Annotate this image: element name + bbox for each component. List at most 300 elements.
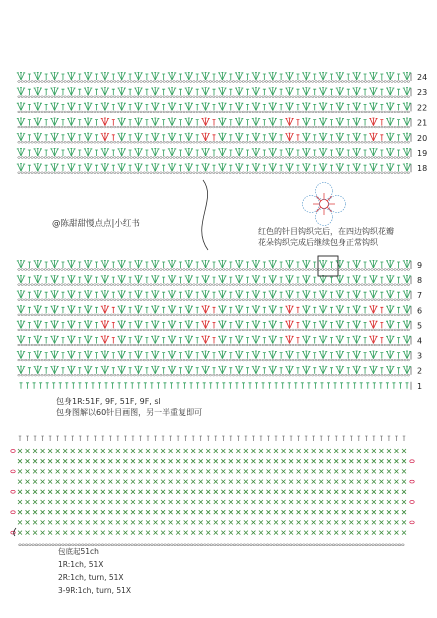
chain-stitch — [196, 284, 199, 286]
stitch-cluster — [117, 291, 125, 299]
foundation-chain — [147, 544, 150, 546]
chain-stitch — [344, 142, 347, 144]
sc-stitch — [154, 459, 158, 463]
sc-stitch — [387, 459, 391, 463]
chain-stitch — [407, 329, 410, 331]
chain-stitch — [120, 314, 123, 316]
sc-stitch — [199, 510, 203, 514]
single-stitch — [246, 368, 249, 374]
single-stitch — [263, 120, 266, 126]
chain-stitch — [391, 142, 394, 144]
single-stitch — [280, 89, 283, 95]
stitch-cluster — [235, 88, 243, 96]
chain-stitch — [160, 157, 163, 159]
chain-stitch — [110, 96, 113, 98]
chain-stitch — [80, 142, 83, 144]
stitch-cluster — [34, 336, 42, 344]
single-stitch — [280, 120, 283, 126]
chain-stitch — [219, 157, 222, 159]
chain-stitch — [242, 111, 245, 113]
stitch-cluster — [269, 72, 277, 80]
chain-stitch — [212, 299, 215, 301]
chain-stitch — [401, 344, 404, 346]
foundation-chain — [230, 544, 233, 546]
single-stitch — [313, 277, 316, 283]
chain-stitch — [335, 172, 338, 174]
chain-stitch — [196, 329, 199, 331]
chain-stitch — [28, 142, 31, 144]
chain-stitch — [377, 81, 380, 83]
chain-stitch — [255, 314, 258, 316]
chain-stitch — [288, 284, 291, 286]
stitch-cluster — [201, 88, 209, 96]
stitch-cluster — [134, 291, 142, 299]
sc-stitch — [394, 510, 398, 514]
single-stitch — [28, 307, 31, 313]
chain-stitch — [377, 344, 380, 346]
chain-stitch — [64, 96, 67, 98]
chain-stitch — [377, 96, 380, 98]
sc-stitch — [349, 449, 353, 453]
chain-stitch — [51, 344, 54, 346]
chain-stitch — [113, 284, 116, 286]
chain-stitch — [236, 359, 239, 361]
chain-stitch — [24, 359, 27, 361]
chain-stitch — [97, 142, 100, 144]
chain-stitch — [107, 329, 110, 331]
stitch-cluster — [50, 72, 58, 80]
chain-stitch — [193, 142, 196, 144]
chain-stitch — [133, 359, 136, 361]
sc-stitch — [78, 531, 82, 535]
chain-stitch — [153, 299, 156, 301]
chain-stitch — [265, 157, 268, 159]
chain-stitch — [61, 359, 64, 361]
chain-stitch — [123, 374, 126, 376]
chain-stitch — [51, 172, 54, 174]
sc-stitch — [327, 469, 331, 473]
sc-stitch — [108, 520, 112, 524]
chain-stitch — [354, 81, 357, 83]
stitch-cluster — [168, 306, 176, 314]
sc-stitch — [319, 469, 323, 473]
chain-stitch — [110, 329, 113, 331]
chain-stitch — [229, 172, 232, 174]
chain-stitch — [325, 81, 328, 83]
single-stitch — [280, 338, 283, 344]
chain-stitch — [47, 126, 50, 128]
stitch-cluster — [168, 351, 176, 359]
single-stitch — [380, 104, 383, 110]
single-stitch — [129, 353, 132, 359]
single-stitch — [330, 292, 333, 298]
sc-stitch — [26, 500, 30, 504]
chain-stitch — [107, 374, 110, 376]
sc-stitch — [93, 490, 97, 494]
chain-stitch — [163, 329, 166, 331]
chain-stitch — [341, 111, 344, 113]
sc-stitch — [327, 480, 331, 484]
sc-stitch — [229, 459, 233, 463]
chain-stitch — [321, 359, 324, 361]
chain-stitch — [57, 374, 60, 376]
single-stitch — [262, 383, 265, 389]
chain-stitch — [183, 142, 186, 144]
sc-stitch — [48, 459, 52, 463]
chain-stitch — [391, 172, 394, 174]
chain-stitch — [173, 96, 176, 98]
chain-stitch — [38, 374, 41, 376]
chain-stitch — [249, 269, 252, 271]
chain-stitch — [222, 374, 225, 376]
chain-stitch — [381, 329, 384, 331]
chain-stitch — [117, 329, 120, 331]
sc-stitch — [146, 531, 150, 535]
sc-stitch — [131, 500, 135, 504]
sc-stitch — [214, 449, 218, 453]
chain-stitch — [364, 269, 367, 271]
chain-stitch — [298, 142, 301, 144]
chain-stitch — [170, 126, 173, 128]
stitch-cluster — [269, 103, 277, 111]
chain-stitch — [364, 172, 367, 174]
chain-stitch — [216, 374, 219, 376]
single-stitch — [246, 104, 249, 110]
chain-stitch — [252, 126, 255, 128]
stitch-cluster — [302, 164, 310, 172]
sc-stitch — [244, 480, 248, 484]
sc-stitch — [214, 531, 218, 535]
chain-stitch — [335, 142, 338, 144]
single-stitch — [196, 353, 199, 359]
stitch-cluster — [67, 351, 75, 359]
stitch-cluster — [218, 118, 226, 126]
sc-stitch — [319, 480, 323, 484]
chain-stitch — [285, 359, 288, 361]
single-stitch — [162, 338, 165, 344]
fringe-stitch — [388, 436, 391, 441]
chain-stitch — [186, 126, 189, 128]
single-stitch — [347, 150, 350, 156]
chain-stitch — [295, 157, 298, 159]
single-stitch — [263, 165, 266, 171]
chain-stitch — [212, 172, 215, 174]
single-stitch — [112, 104, 115, 110]
stitch-cluster — [101, 164, 109, 172]
chain-stitch — [127, 329, 130, 331]
chain-stitch — [107, 299, 110, 301]
foundation-chain — [236, 544, 239, 546]
chain-stitch — [156, 329, 159, 331]
chain-stitch — [377, 126, 380, 128]
chain-stitch — [401, 314, 404, 316]
foundation-chain — [368, 544, 371, 546]
chain-stitch — [315, 157, 318, 159]
stitch-cluster — [151, 321, 159, 329]
chain-stitch — [150, 157, 153, 159]
chain-stitch — [57, 81, 60, 83]
chain-stitch — [123, 96, 126, 98]
chain-stitch — [47, 284, 50, 286]
stitch-cluster — [403, 133, 411, 141]
chain-stitch — [305, 314, 308, 316]
chain-stitch — [143, 126, 146, 128]
single-stitch — [263, 338, 266, 344]
chain-stitch — [203, 172, 206, 174]
sc-stitch — [349, 531, 353, 535]
chain-stitch — [28, 284, 31, 286]
chain-stitch — [262, 344, 265, 346]
sc-stitch — [357, 469, 361, 473]
stitch-cluster — [134, 321, 142, 329]
single-stitch — [145, 368, 148, 374]
sc-stitch — [78, 469, 82, 473]
chain-stitch — [298, 374, 301, 376]
stitch-cluster — [252, 164, 260, 172]
chain-stitch — [34, 111, 37, 113]
chain-stitch — [130, 96, 133, 98]
fringe-stitch — [237, 436, 240, 441]
single-stitch — [145, 338, 148, 344]
chain-stitch — [265, 374, 268, 376]
chain-stitch — [229, 81, 232, 83]
single-stitch — [280, 307, 283, 313]
chain-stitch — [265, 359, 268, 361]
single-stitch — [280, 74, 283, 80]
sc-stitch — [342, 480, 346, 484]
chain-stitch — [315, 111, 318, 113]
single-stitch — [112, 368, 115, 374]
sc-stitch — [86, 531, 90, 535]
chain-stitch — [160, 314, 163, 316]
single-stitch — [78, 135, 81, 141]
sc-stitch — [154, 531, 158, 535]
sc-stitch — [154, 520, 158, 524]
chain-stitch — [255, 374, 258, 376]
chain-stitch — [54, 314, 57, 316]
chain-stitch — [183, 157, 186, 159]
chain-stitch — [407, 374, 410, 376]
chain-stitch — [176, 142, 179, 144]
sc-stitch — [116, 490, 120, 494]
sc-stitch — [402, 469, 406, 473]
sc-stitch — [364, 520, 368, 524]
stitch-cluster — [302, 321, 310, 329]
chain-stitch — [113, 329, 116, 331]
single-stitch — [313, 322, 316, 328]
chain-stitch — [325, 284, 328, 286]
single-stitch — [78, 89, 81, 95]
chain-stitch — [143, 111, 146, 113]
chain-stitch — [143, 344, 146, 346]
sc-stitch — [48, 500, 52, 504]
chain-stitch — [67, 269, 70, 271]
turning-chain — [410, 521, 414, 524]
chain-stitch — [249, 81, 252, 83]
sc-stitch — [154, 480, 158, 484]
stitch-cluster — [134, 103, 142, 111]
sc-stitch — [33, 510, 37, 514]
foundation-chain — [388, 544, 391, 546]
turning-chain — [410, 460, 414, 463]
stitch-cluster — [134, 118, 142, 126]
chain-stitch — [325, 374, 328, 376]
single-stitch — [196, 165, 199, 171]
sc-stitch — [372, 480, 376, 484]
turning-chain — [410, 501, 414, 504]
stitch-cluster — [369, 276, 377, 284]
stitch-cluster — [201, 336, 209, 344]
chain-stitch — [252, 111, 255, 113]
stitch-cluster — [101, 103, 109, 111]
stitch-cluster — [252, 72, 260, 80]
chain-stitch — [156, 269, 159, 271]
chain-stitch — [143, 142, 146, 144]
sc-stitch — [214, 459, 218, 463]
chain-stitch — [252, 374, 255, 376]
chain-stitch — [21, 96, 24, 98]
stitch-cluster — [17, 276, 25, 284]
chain-stitch — [265, 269, 268, 271]
single-stitch — [213, 338, 216, 344]
sc-stitch — [206, 490, 210, 494]
chain-stitch — [282, 284, 285, 286]
chain-stitch — [212, 111, 215, 113]
chain-stitch — [318, 111, 321, 113]
chain-stitch — [232, 314, 235, 316]
sc-stitch — [41, 490, 45, 494]
chain-stitch — [328, 284, 331, 286]
chain-stitch — [110, 314, 113, 316]
chain-stitch — [305, 284, 308, 286]
chain-stitch — [358, 314, 361, 316]
chain-stitch — [285, 111, 288, 113]
chain-stitch — [21, 81, 24, 83]
chain-stitch — [404, 284, 407, 286]
chain-stitch — [107, 344, 110, 346]
sc-stitch — [138, 459, 142, 463]
stitch-cluster — [117, 148, 125, 156]
chain-stitch — [262, 142, 265, 144]
chain-stitch — [71, 157, 74, 159]
single-stitch — [129, 150, 132, 156]
chain-stitch — [387, 359, 390, 361]
single-stitch — [229, 307, 232, 313]
chain-stitch — [348, 126, 351, 128]
sc-stitch — [372, 531, 376, 535]
chain-stitch — [196, 81, 199, 83]
chain-stitch — [387, 284, 390, 286]
chain-stitch — [183, 374, 186, 376]
sc-stitch — [18, 510, 22, 514]
chain-stitch — [354, 359, 357, 361]
chain-stitch — [209, 142, 212, 144]
chain-stitch — [394, 269, 397, 271]
chain-stitch — [351, 111, 354, 113]
chain-stitch — [381, 344, 384, 346]
chain-stitch — [130, 299, 133, 301]
foundation-chain — [299, 544, 302, 546]
sc-stitch — [161, 449, 165, 453]
stitch-cluster — [235, 306, 243, 314]
sc-stitch — [319, 449, 323, 453]
sc-stitch — [71, 480, 75, 484]
chain-stitch — [377, 359, 380, 361]
chain-stitch — [295, 329, 298, 331]
sc-stitch — [297, 500, 301, 504]
chain-stitch — [318, 157, 321, 159]
chain-stitch — [404, 344, 407, 346]
sc-stitch — [86, 490, 90, 494]
chain-stitch — [331, 329, 334, 331]
chain-stitch — [186, 157, 189, 159]
chain-stitch — [61, 344, 64, 346]
chain-stitch — [282, 126, 285, 128]
chain-stitch — [209, 111, 212, 113]
fringe-stitch — [260, 436, 263, 441]
stitch-cluster — [218, 133, 226, 141]
sc-stitch — [18, 520, 22, 524]
chain-stitch — [335, 284, 338, 286]
chain-stitch — [242, 142, 245, 144]
chain-stitch — [44, 344, 47, 346]
single-stitch — [296, 292, 299, 298]
foundation-chain — [378, 544, 381, 546]
chain-stitch — [288, 299, 291, 301]
single-stitch — [406, 383, 409, 389]
stitch-cluster — [117, 321, 125, 329]
sc-stitch — [18, 459, 22, 463]
chain-stitch — [189, 359, 192, 361]
single-stitch — [216, 383, 219, 389]
sc-stitch — [229, 449, 233, 453]
sc-stitch — [33, 469, 37, 473]
sc-stitch — [364, 490, 368, 494]
chain-stitch — [186, 374, 189, 376]
chain-stitch — [368, 142, 371, 144]
chain-stitch — [28, 329, 31, 331]
sc-stitch — [138, 520, 142, 524]
chain-stitch — [34, 329, 37, 331]
chain-stitch — [282, 299, 285, 301]
chain-stitch — [80, 329, 83, 331]
chain-stitch — [358, 142, 361, 144]
stitch-cluster — [252, 118, 260, 126]
stitch-cluster — [336, 291, 344, 299]
chain-stitch — [206, 269, 209, 271]
single-stitch — [213, 150, 216, 156]
chain-stitch — [282, 269, 285, 271]
chain-stitch — [28, 314, 31, 316]
chain-stitch — [219, 314, 222, 316]
chain-stitch — [401, 126, 404, 128]
fringe-stitch — [282, 436, 285, 441]
chain-stitch — [47, 111, 50, 113]
chain-stitch — [288, 329, 291, 331]
chain-stitch — [229, 142, 232, 144]
sc-stitch — [101, 449, 105, 453]
chain-stitch — [245, 111, 248, 113]
chain-stitch — [354, 96, 357, 98]
single-stitch — [196, 262, 199, 268]
chain-stitch — [381, 96, 384, 98]
sc-stitch — [191, 531, 195, 535]
chain-stitch — [391, 157, 394, 159]
chain-stitch — [278, 96, 281, 98]
stitch-cluster — [34, 306, 42, 314]
chain-stitch — [34, 172, 37, 174]
chain-stitch — [269, 157, 272, 159]
